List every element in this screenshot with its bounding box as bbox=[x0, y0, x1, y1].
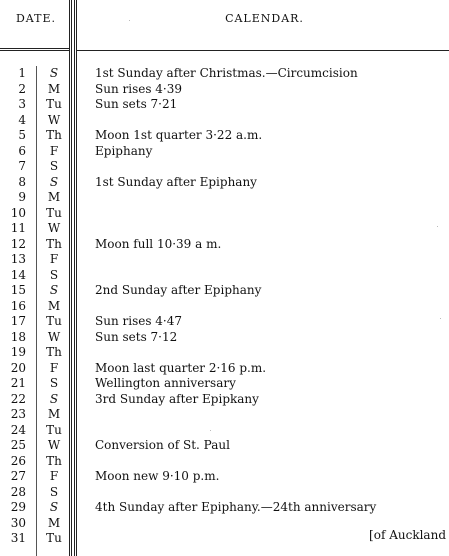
day-number: 26 bbox=[10, 454, 26, 468]
weekday-abbrev: S bbox=[49, 392, 59, 406]
calendar-row bbox=[0, 346, 449, 359]
day-number: 6 bbox=[18, 144, 26, 158]
day-number: 5 bbox=[18, 128, 26, 142]
calendar-row bbox=[0, 145, 449, 158]
weekday-abbrev: Th bbox=[46, 237, 62, 251]
calendar-row bbox=[0, 393, 449, 406]
day-number: 18 bbox=[10, 330, 26, 344]
calendar-row bbox=[0, 455, 449, 468]
day-number: 24 bbox=[10, 423, 26, 437]
day-number: 12 bbox=[10, 237, 26, 251]
day-number: 10 bbox=[10, 206, 26, 220]
weekday-abbrev: Tu bbox=[46, 531, 62, 545]
day-number: 23 bbox=[10, 407, 26, 421]
day-number: 16 bbox=[10, 299, 26, 313]
header-rule bbox=[76, 50, 449, 51]
calendar-row bbox=[0, 176, 449, 189]
calendar-row bbox=[0, 377, 449, 390]
day-number: 29 bbox=[10, 500, 26, 514]
header-rule bbox=[0, 50, 69, 51]
calendar-event: Sun rises 4·39 bbox=[95, 82, 183, 96]
calendar-event: Sun sets 7·21 bbox=[95, 97, 178, 111]
weekday-abbrev: M bbox=[47, 516, 61, 530]
weekday-abbrev: M bbox=[47, 299, 61, 313]
calendar-event: 3rd Sunday after Epipkany bbox=[95, 392, 259, 406]
calendar-row bbox=[0, 300, 449, 313]
calendar-row bbox=[0, 98, 449, 111]
weekday-abbrev: M bbox=[47, 407, 61, 421]
weekday-abbrev: F bbox=[49, 361, 59, 375]
day-number: 25 bbox=[10, 438, 26, 452]
date-column-header: DATE. bbox=[15, 12, 57, 25]
calendar-event: 1st Sunday after Christmas.—Circumcision bbox=[95, 66, 358, 80]
weekday-abbrev: Tu bbox=[46, 314, 62, 328]
day-number: 28 bbox=[10, 485, 26, 499]
day-number: 2 bbox=[18, 82, 26, 96]
day-number: 21 bbox=[10, 376, 26, 390]
calendar-row bbox=[0, 424, 449, 437]
weekday-abbrev: W bbox=[47, 221, 61, 235]
day-number: 1 bbox=[18, 66, 26, 80]
calendar-event: Moon 1st quarter 3·22 a.m. bbox=[95, 128, 263, 142]
calendar-event: Sun rises 4·47 bbox=[95, 314, 183, 328]
calendar-row bbox=[0, 470, 449, 483]
calendar-row bbox=[0, 315, 449, 328]
day-number: 20 bbox=[10, 361, 26, 375]
weekday-abbrev: W bbox=[47, 113, 61, 127]
calendar-event: 4th Sunday after Epiphany.—24th anniversary bbox=[95, 500, 377, 514]
weekday-abbrev: Tu bbox=[46, 423, 62, 437]
weekday-abbrev: W bbox=[47, 330, 61, 344]
weekday-abbrev: S bbox=[49, 376, 59, 390]
calendar-event: 1st Sunday after Epiphany bbox=[95, 175, 257, 189]
calendar-event: Moon new 9·10 p.m. bbox=[95, 469, 220, 483]
weekday-abbrev: F bbox=[49, 252, 59, 266]
weekday-abbrev: W bbox=[47, 438, 61, 452]
weekday-abbrev: M bbox=[47, 82, 61, 96]
calendar-row bbox=[0, 253, 449, 266]
calendar-event: 2nd Sunday after Epiphany bbox=[95, 283, 262, 297]
weekday-abbrev: F bbox=[49, 469, 59, 483]
day-number: 19 bbox=[10, 345, 26, 359]
day-number: 3 bbox=[18, 97, 26, 111]
weekday-abbrev: Th bbox=[46, 345, 62, 359]
calendar-event: Wellington anniversary bbox=[95, 376, 236, 390]
weekday-abbrev: S bbox=[49, 283, 59, 297]
weekday-abbrev: S bbox=[49, 268, 59, 282]
day-number: 30 bbox=[10, 516, 26, 530]
calendar-row bbox=[0, 191, 449, 204]
day-number: 14 bbox=[10, 268, 26, 282]
calendar-row bbox=[0, 501, 449, 514]
calendar-event: Epiphany bbox=[95, 144, 153, 158]
weekday-abbrev: Tu bbox=[46, 97, 62, 111]
calendar-row bbox=[0, 160, 449, 173]
header-rule bbox=[0, 48, 69, 49]
calendar-row bbox=[0, 114, 449, 127]
weekday-abbrev: S bbox=[49, 66, 59, 80]
weekday-abbrev: S bbox=[49, 159, 59, 173]
day-number: 17 bbox=[10, 314, 26, 328]
calendar-row bbox=[0, 269, 449, 282]
calendar-event: Conversion of St. Paul bbox=[95, 438, 230, 452]
day-number: 11 bbox=[10, 221, 26, 235]
weekday-abbrev: Tu bbox=[46, 206, 62, 220]
calendar-row bbox=[0, 129, 449, 142]
weekday-abbrev: S bbox=[49, 175, 59, 189]
day-number: 9 bbox=[18, 190, 26, 204]
calendar-row bbox=[0, 207, 449, 220]
weekday-abbrev: M bbox=[47, 190, 61, 204]
calendar-row bbox=[0, 222, 449, 235]
calendar-row bbox=[0, 284, 449, 297]
weekday-abbrev: Th bbox=[46, 128, 62, 142]
weekday-abbrev: S bbox=[49, 500, 59, 514]
print-speck bbox=[129, 20, 130, 21]
calendar-event: Sun sets 7·12 bbox=[95, 330, 178, 344]
calendar-row bbox=[0, 238, 449, 251]
calendar-column-header: CALENDAR. bbox=[225, 12, 304, 25]
calendar-row-continuation bbox=[0, 529, 449, 542]
calendar-row bbox=[0, 83, 449, 96]
calendar-event: Moon full 10·39 a m. bbox=[95, 237, 222, 251]
calendar-row bbox=[0, 362, 449, 375]
day-number: 27 bbox=[10, 469, 26, 483]
day-number: 15 bbox=[10, 283, 26, 297]
day-number: 13 bbox=[10, 252, 26, 266]
calendar-event: Moon last quarter 2·16 p.m. bbox=[95, 361, 267, 375]
day-number: 31 bbox=[10, 531, 26, 545]
calendar-row bbox=[0, 439, 449, 452]
weekday-abbrev: Th bbox=[46, 454, 62, 468]
continuation-text: [of Auckland bbox=[369, 528, 446, 542]
day-number: 22 bbox=[10, 392, 26, 406]
day-number: 7 bbox=[18, 159, 26, 173]
calendar-row bbox=[0, 486, 449, 499]
calendar-row bbox=[0, 67, 449, 80]
day-number: 4 bbox=[18, 113, 26, 127]
calendar-row bbox=[0, 331, 449, 344]
weekday-abbrev: S bbox=[49, 485, 59, 499]
day-number: 8 bbox=[18, 175, 26, 189]
calendar-row bbox=[0, 408, 449, 421]
weekday-abbrev: F bbox=[49, 144, 59, 158]
